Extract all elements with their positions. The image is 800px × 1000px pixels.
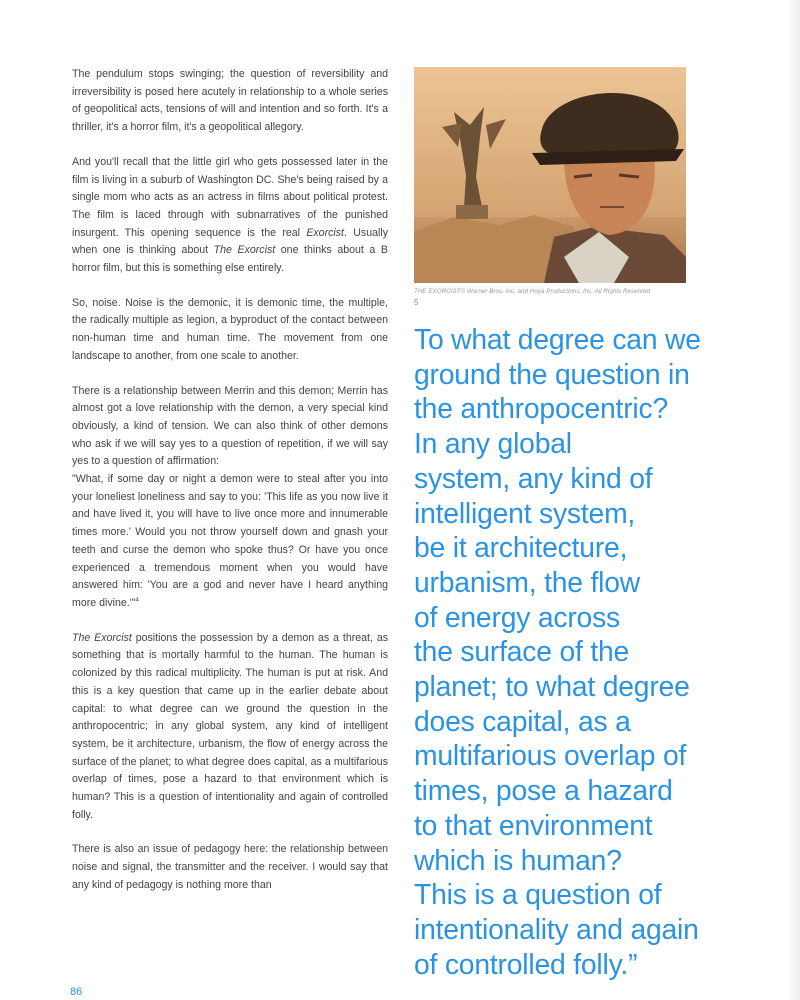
pull-quote-line: planet; to what degree <box>414 670 690 703</box>
pull-quote-line: of controlled folly.” <box>414 947 638 980</box>
pull-quote-line: to that environment <box>414 808 653 841</box>
paragraph-little-girl <box>72 154 388 278</box>
quote-text: "What, if some day or night a demon were to steal after you into your loneliest loneliness and say to you: 'This life as you now live it and have lived it, you will have to live once more and innumerable times more.' Would you not throw yourself down and gnash your teeth and curse the demon who spoke thus? Or have you once experienced a tremendous moment when you would have answered him: 'You are a god and never have I heard anything more divine.'" <box>72 473 388 609</box>
pull-quote-line: the surface of the <box>414 635 630 668</box>
pull-quote-line: This is a question of <box>414 878 662 911</box>
paragraph-quote <box>72 471 388 613</box>
film-still-illustration <box>414 67 686 283</box>
paragraph-possession <box>72 630 388 825</box>
pull-quote-line: which is human? <box>414 843 622 876</box>
page-edge <box>786 0 800 1000</box>
pull-quote-line: does capital, as a <box>414 704 631 737</box>
text-run: And you'll recall that the little girl who gets possessed later in the film is living in a suburb of Washington DC. She's being raised by a single mom who acts as an actress in films about political protest. The film is laced through with subnarratives of the punished insurgent. This opening sequence is the real <box>72 155 388 239</box>
paragraph-merrin: There is a relationship between Merrin and this demon; Merrin has almost got a love relationship with the demon, a very special kind obviously, a kind of tension. We can also think of other demons who ask if we will say yes to a question of repetition, if we will say yes to a question of affirmation: <box>72 384 388 468</box>
footnote-marker: 4 <box>135 597 139 604</box>
text-run: . Usually when one is thinking about <box>72 226 389 257</box>
pull-quote-line: In any global <box>414 427 572 460</box>
pull-quote-line: the anthropocentric? <box>414 392 668 425</box>
paragraph-pendulum: The pendulum stops swinging; the question of reversibility and irreversibility is posed here acutely in relationship to a whole series of geopolitical acts, tensions of will and intention and so forth. It's a thriller, it's a horror film, it's a geopolitical allegory. <box>72 68 388 134</box>
pull-quote-line: multifarious overlap of <box>414 739 687 772</box>
pull-quote-line: intelligent system, <box>414 496 636 529</box>
text-run: one thinks about a B horror film, but this is something else entirely. <box>72 244 388 275</box>
pull-quote-line: be it architecture, <box>414 531 628 564</box>
pull-quote-line: To what degree can we <box>414 323 701 355</box>
page-number: 86 <box>70 986 83 998</box>
film-title: The Exorcist <box>213 244 276 257</box>
figure-number: 5 <box>414 298 419 307</box>
paragraph-noise: So, noise. Noise is the demonic, it is demonic time, the multiple, the radically multiple as legion, a byproduct of the contact between non-human time and human time. The movement from one landscape to another, from one scale to another. <box>72 296 388 362</box>
pull-quote-line: intentionality and again <box>414 912 699 945</box>
pull-quote-line: urbanism, the flow <box>414 565 641 598</box>
pull-quote-line: system, any kind of <box>414 461 653 494</box>
text-run: positions the possession by a demon as a threat, as something that is mortally harmful to the human. The human is colonized by this radical multiplicity. The human is put at risk. And this is a key question that came up in the earlier debate about capital: to what degree can we ground the question in the anthropocentric; in any global system, any kind of intelligent system, be it architecture, urbanism, the flow of energy across the surface of the planet; to what degree does capital, as a multifarious overlap of times, pose a hazard to that environment which is human? This is a question of intentionality and again of controlled folly. <box>72 631 389 821</box>
pull-quote-line: ground the question in <box>414 357 690 390</box>
film-title: The Exorcist <box>72 631 132 644</box>
body-text-column <box>72 66 388 912</box>
figure-caption: THE EXORCIST© Warner Bros. Inc. and Hoya Productions, Inc. All Rights Reserved <box>414 288 650 295</box>
paragraph-pedagogy: There is also an issue of pedagogy here: the relationship between noise and signal, the transmitter and the receiver. I would say that any kind of pedagogy is nothing more than <box>72 843 388 891</box>
pull-quote-line: of energy across <box>414 600 620 633</box>
pull-quote <box>414 322 784 981</box>
film-still-photo <box>414 67 686 283</box>
film-title: Exorcist <box>306 226 344 239</box>
pull-quote-line: times, pose a hazard <box>414 774 673 807</box>
